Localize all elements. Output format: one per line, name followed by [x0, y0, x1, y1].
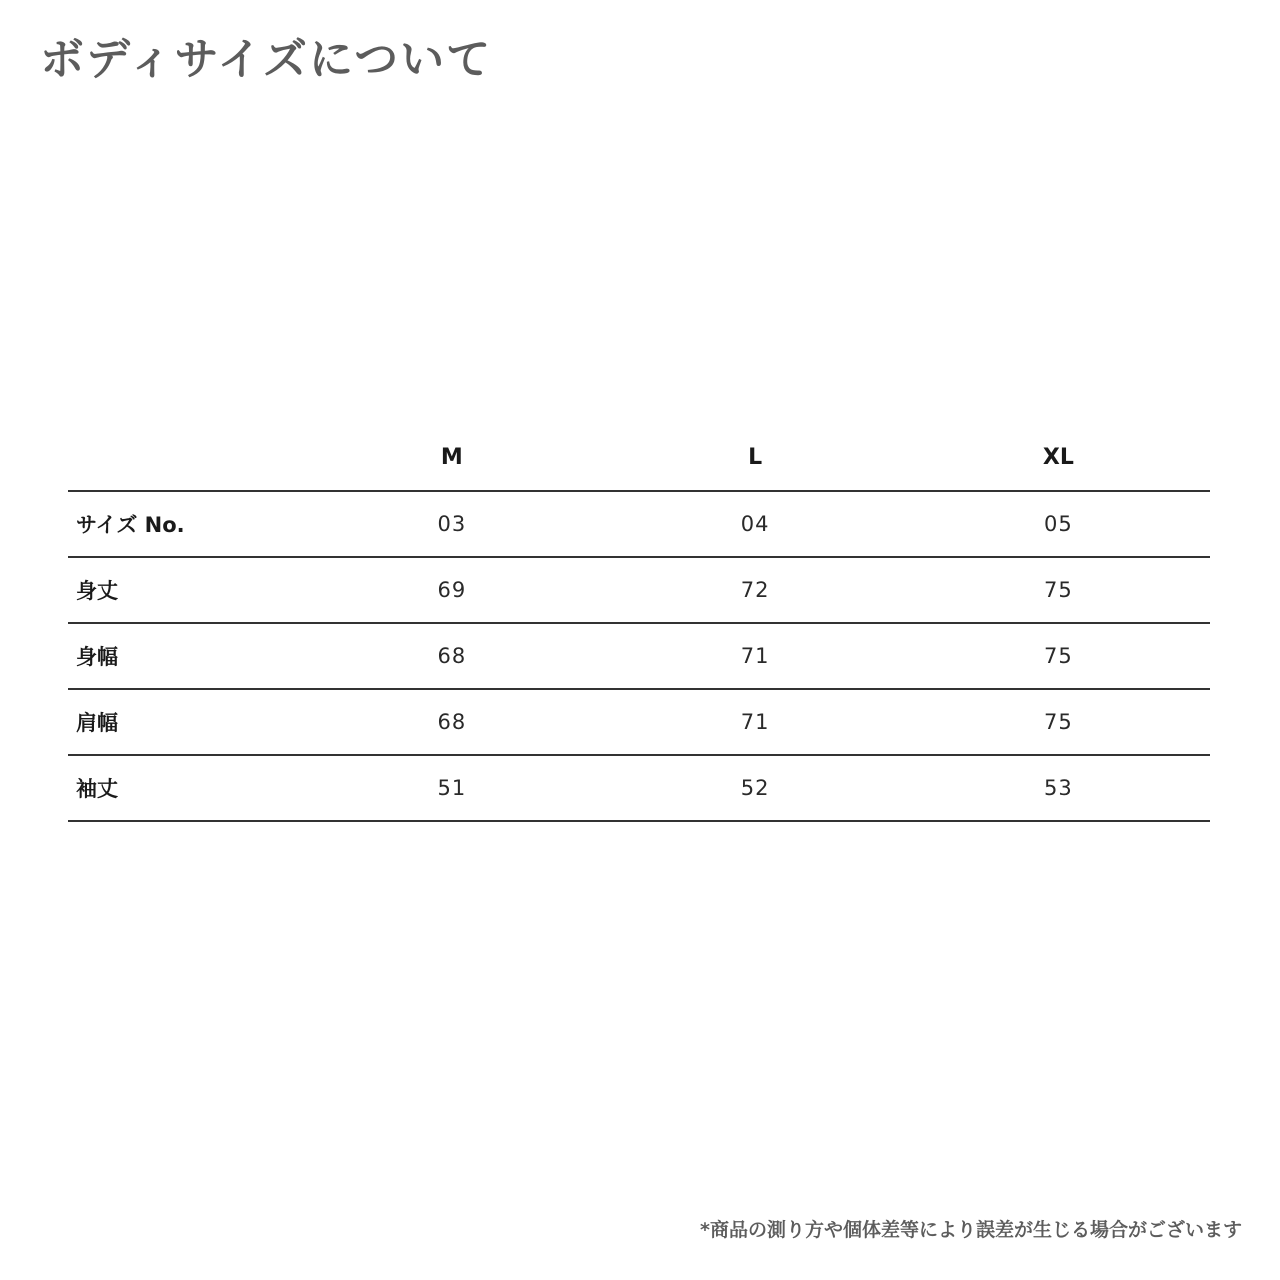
table-cell: 05: [907, 491, 1210, 557]
table-cell: 71: [603, 623, 906, 689]
table-cell: 72: [603, 557, 906, 623]
table-header-row: [68, 424, 1210, 491]
footnote: *商品の測り方や個体差等により誤差が生じる場合がございます: [700, 1219, 1242, 1241]
table-cell: 71: [603, 689, 906, 755]
row-label-shoulder-width: 肩幅: [68, 689, 300, 755]
size-table: [68, 424, 1210, 822]
table-row: [68, 689, 1210, 755]
row-label-body-length: 身丈: [68, 557, 300, 623]
table-cell: 03: [300, 491, 603, 557]
table-cell: 68: [300, 623, 603, 689]
table-row: [68, 755, 1210, 821]
row-label-body-width: 身幅: [68, 623, 300, 689]
table-cell: 52: [603, 755, 906, 821]
row-label-sleeve-length: 袖丈: [68, 755, 300, 821]
table-row: [68, 491, 1210, 557]
row-label-size-no: サイズ No.: [68, 491, 300, 557]
header-empty-cell: [68, 424, 300, 491]
table-cell: 53: [907, 755, 1210, 821]
header-size-m: M: [300, 424, 603, 491]
table-cell: 75: [907, 689, 1210, 755]
header-size-xl: XL: [907, 424, 1210, 491]
table-cell: 75: [907, 623, 1210, 689]
table-cell: 69: [300, 557, 603, 623]
page-title: ボディサイズについて: [40, 34, 493, 85]
table-cell: 68: [300, 689, 603, 755]
table-row: [68, 557, 1210, 623]
header-size-l: L: [603, 424, 906, 491]
table-cell: 75: [907, 557, 1210, 623]
table-cell: 51: [300, 755, 603, 821]
table-row: [68, 623, 1210, 689]
table-cell: 04: [603, 491, 906, 557]
